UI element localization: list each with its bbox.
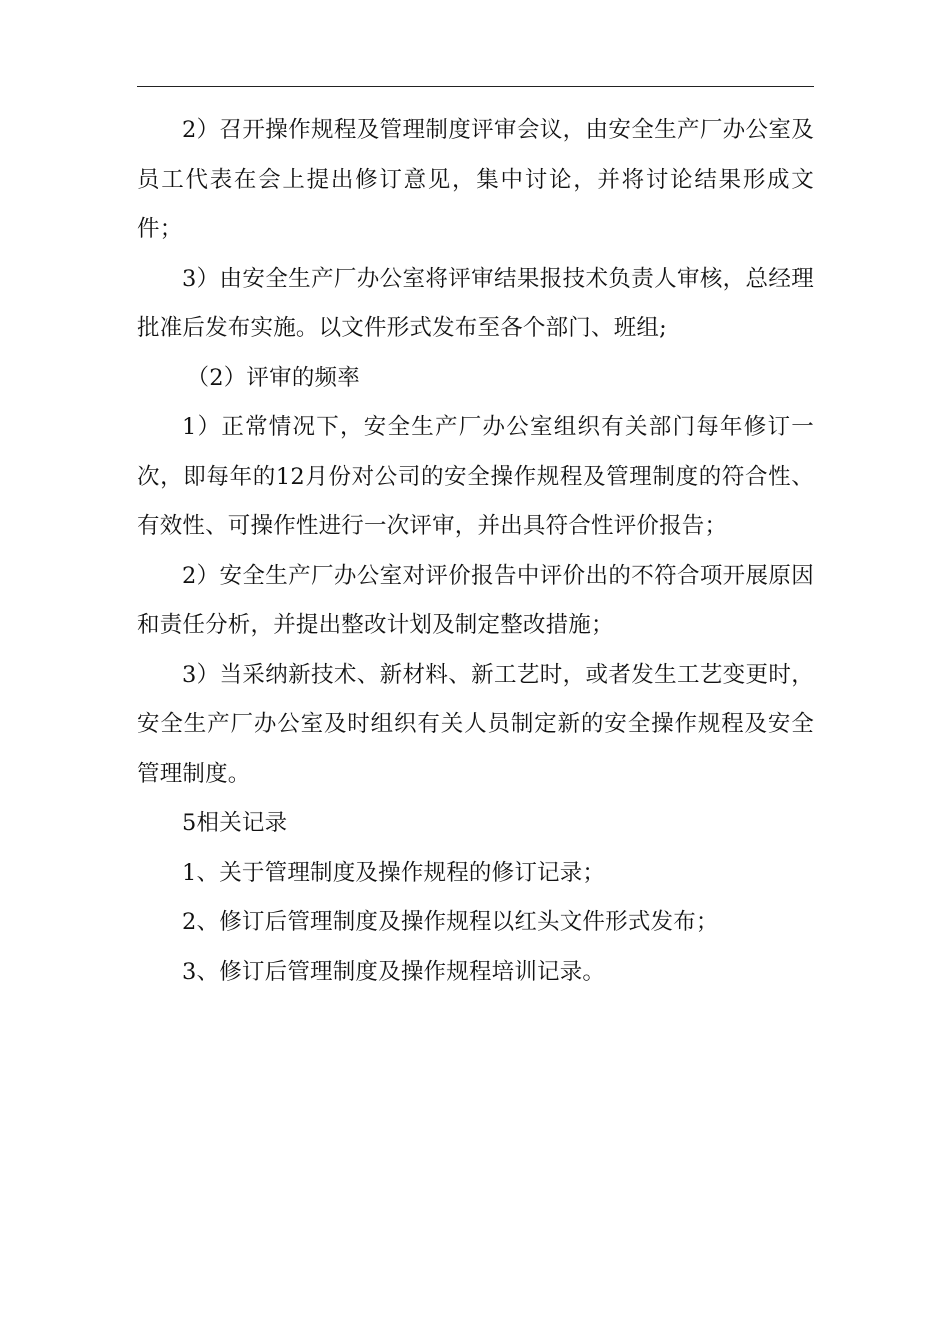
document-body <box>137 106 814 997</box>
record-item-3: 3、修订后管理制度及操作规程培训记录。 <box>182 958 606 985</box>
record-item-2: 2、修订后管理制度及操作规程以红头文件形式发布； <box>182 909 719 935</box>
section-heading-review-frequency: （2）评审的频率 <box>186 364 360 391</box>
section-heading-related-records: 5相关记录 <box>182 810 288 836</box>
header-rule <box>137 86 814 87</box>
paragraph-annual-review: 1）正常情况下，安全生产厂办公室组织有关部门每年修订一次，即每年的12月份对公司的安全操作规程及管理制度的符合性、有效性、可操作性进行一次评审，并出具符合性评价报告； <box>137 414 814 539</box>
record-item-1: 1、关于管理制度及操作规程的修订记录； <box>182 859 606 886</box>
paragraph-process-change: 3）当采纳新技术、新材料、新工艺时，或者发生工艺变更时，安全生产厂办公室及时组织有关人员制定新的安全操作规程及安全管理制度。 <box>137 661 814 787</box>
paragraph-nonconformity-analysis: 2）安全生产厂办公室对评价报告中评价出的不符合项开展原因和责任分析，并提出整改计划及制定整改措施； <box>137 562 814 638</box>
paragraph-review-meeting: 2）召开操作规程及管理制度评审会议，由安全生产厂办公室及员工代表在会上提出修订意见，集中讨论，并将讨论结果形成文件； <box>137 117 814 242</box>
paragraph-review-approval: 3）由安全生产厂办公室将评审结果报技术负责人审核，总经理批准后发布实施。以文件形式发布至各个部门、班组; <box>137 265 814 341</box>
